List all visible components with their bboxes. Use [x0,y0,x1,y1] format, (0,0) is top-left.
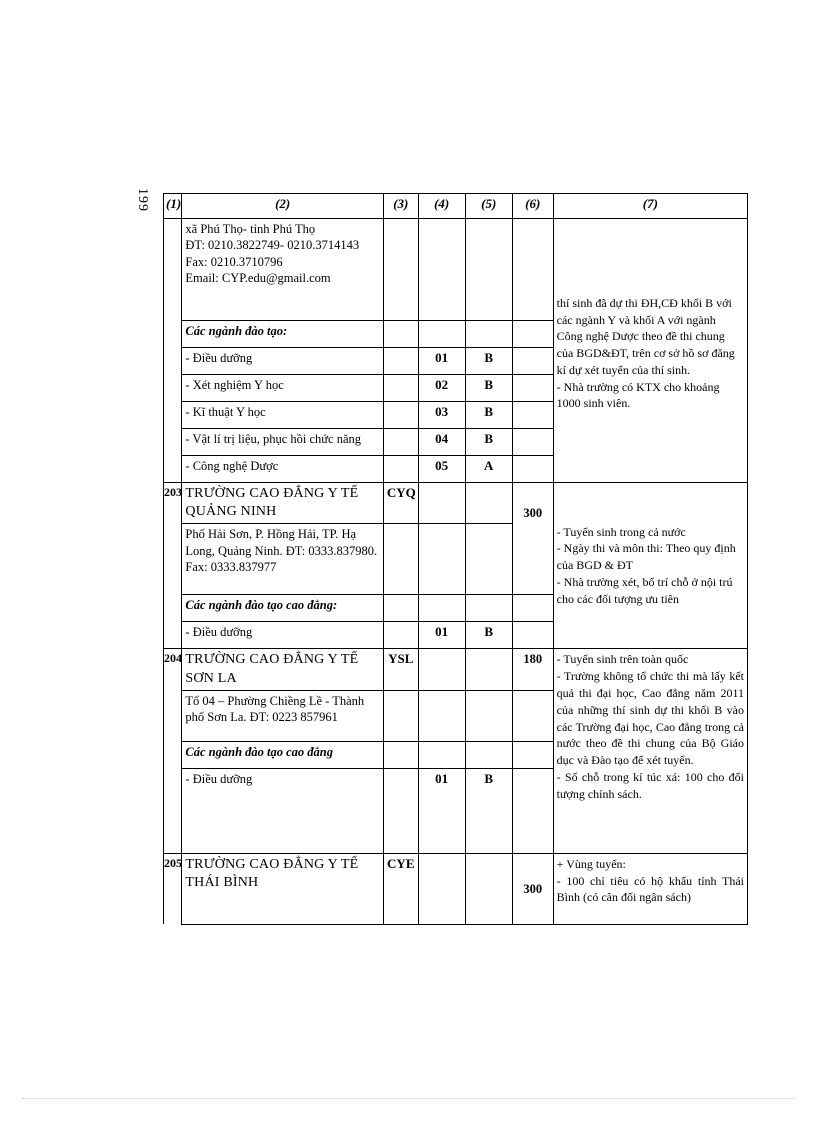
school-row [164,649,748,690]
programs-heading: Các ngành đào tạo cao đẳng [182,741,383,768]
program-code: 01 [418,768,465,853]
header-col-6: (6) [512,194,553,219]
continued-address: xã Phú Thọ- tỉnh Phú Thọ ĐT: 0210.3822749- 0210.3714143 Fax: 0210.3710796 Email: CYP.edu@gmail.com [182,219,383,321]
program-block: B [465,622,512,649]
continued-notes: thí sinh đã dự thi ĐH,CĐ khối B với các ngành Y và khối A với ngành Công nghệ Dược theo đề thi chung của BGD&ĐT, trên cơ sở hồ sơ đăng kí dự xét tuyển của thí sinh. - Nhà trường có KTX cho khoảng 1000 sinh viên. [553,219,747,483]
programs-heading: Các ngành đào tạo: [182,321,383,348]
program-code: 05 [418,456,465,483]
school-number: 204 [164,649,182,853]
program-block: B [465,348,512,375]
school-code: CYQ [383,483,418,524]
program-block: B [465,402,512,429]
program-name: - Điều dưỡng [182,622,383,649]
school-quota: 300 [512,853,553,924]
header-row [164,194,748,219]
admissions-table [163,193,748,925]
school-address: Phố Hải Sơn, P. Hồng Hải, TP. Hạ Long, Quảng Ninh. ĐT: 0333.837980. Fax: 0333.837977 [182,524,383,595]
program-name: - Điều dưỡng [182,768,383,853]
school-code: YSL [383,649,418,690]
header-col-7: (7) [553,194,747,219]
program-name: - Kĩ thuật Y học [182,402,383,429]
program-name: - Công nghệ Dược [182,456,383,483]
program-block: B [465,429,512,456]
page-number: 199 [135,188,150,212]
program-code: 04 [418,429,465,456]
program-name: - Điều dưỡng [182,348,383,375]
header-col-3: (3) [383,194,418,219]
program-block: A [465,456,512,483]
program-block: B [465,375,512,402]
program-name: - Xét nghiệm Y học [182,375,383,402]
header-col-4: (4) [418,194,465,219]
program-code: 03 [418,402,465,429]
school-notes: + Vùng tuyển: - 100 chỉ tiêu có hộ khẩu tỉnh Thái Bình (có cân đối ngân sách) [553,853,747,924]
page-bottom-divider [22,1098,794,1099]
school-notes: - Tuyển sinh trong cả nước - Ngày thi và môn thi: Theo quy định của BGD & ĐT - Nhà trường xét, bố trí chỗ ở nội trú cho các đối tượng ưu tiên [553,483,747,649]
school-name: TRƯỜNG CAO ĐẲNG Y TẾ SƠN LA [182,649,383,690]
school-name: TRƯỜNG CAO ĐẲNG Y TẾ QUẢNG NINH [182,483,383,524]
school-quota: 180 [512,649,553,690]
school-notes: - Tuyển sinh trên toàn quốc - Trường không tổ chức thi mà lấy kết quả thi đại học, Cao đẳng năm 2011 của những thí sinh dự thi khối B vào các Trường đại học, Cao đẳng trong cả nước theo đề thi chung của Bộ Giáo dục và Đào tạo để xét tuyển. - Số chỗ trong kí túc xá: 100 cho đối tượng chính sách. [553,649,747,853]
program-code: 02 [418,375,465,402]
school-name: TRƯỜNG CAO ĐẲNG Y TẾ THÁI BÌNH [182,853,383,924]
school-row [164,483,748,524]
program-code: 01 [418,348,465,375]
header-col-2: (2) [182,194,383,219]
programs-heading: Các ngành đào tạo cao đẳng: [182,595,383,622]
continued-address-row [164,219,748,321]
header-col-5: (5) [465,194,512,219]
school-number: 203 [164,483,182,649]
school-quota: 300 [512,483,553,595]
program-code: 01 [418,622,465,649]
school-row [164,853,748,924]
program-block: B [465,768,512,853]
school-address: Tổ 04 – Phường Chiềng Lề - Thành phố Sơn La. ĐT: 0223 857961 [182,690,383,741]
school-number: 205 [164,853,182,924]
school-code: CYE [383,853,418,924]
header-col-1: (1) [164,194,182,219]
program-name: - Vật lí trị liệu, phục hồi chức năng [182,429,383,456]
